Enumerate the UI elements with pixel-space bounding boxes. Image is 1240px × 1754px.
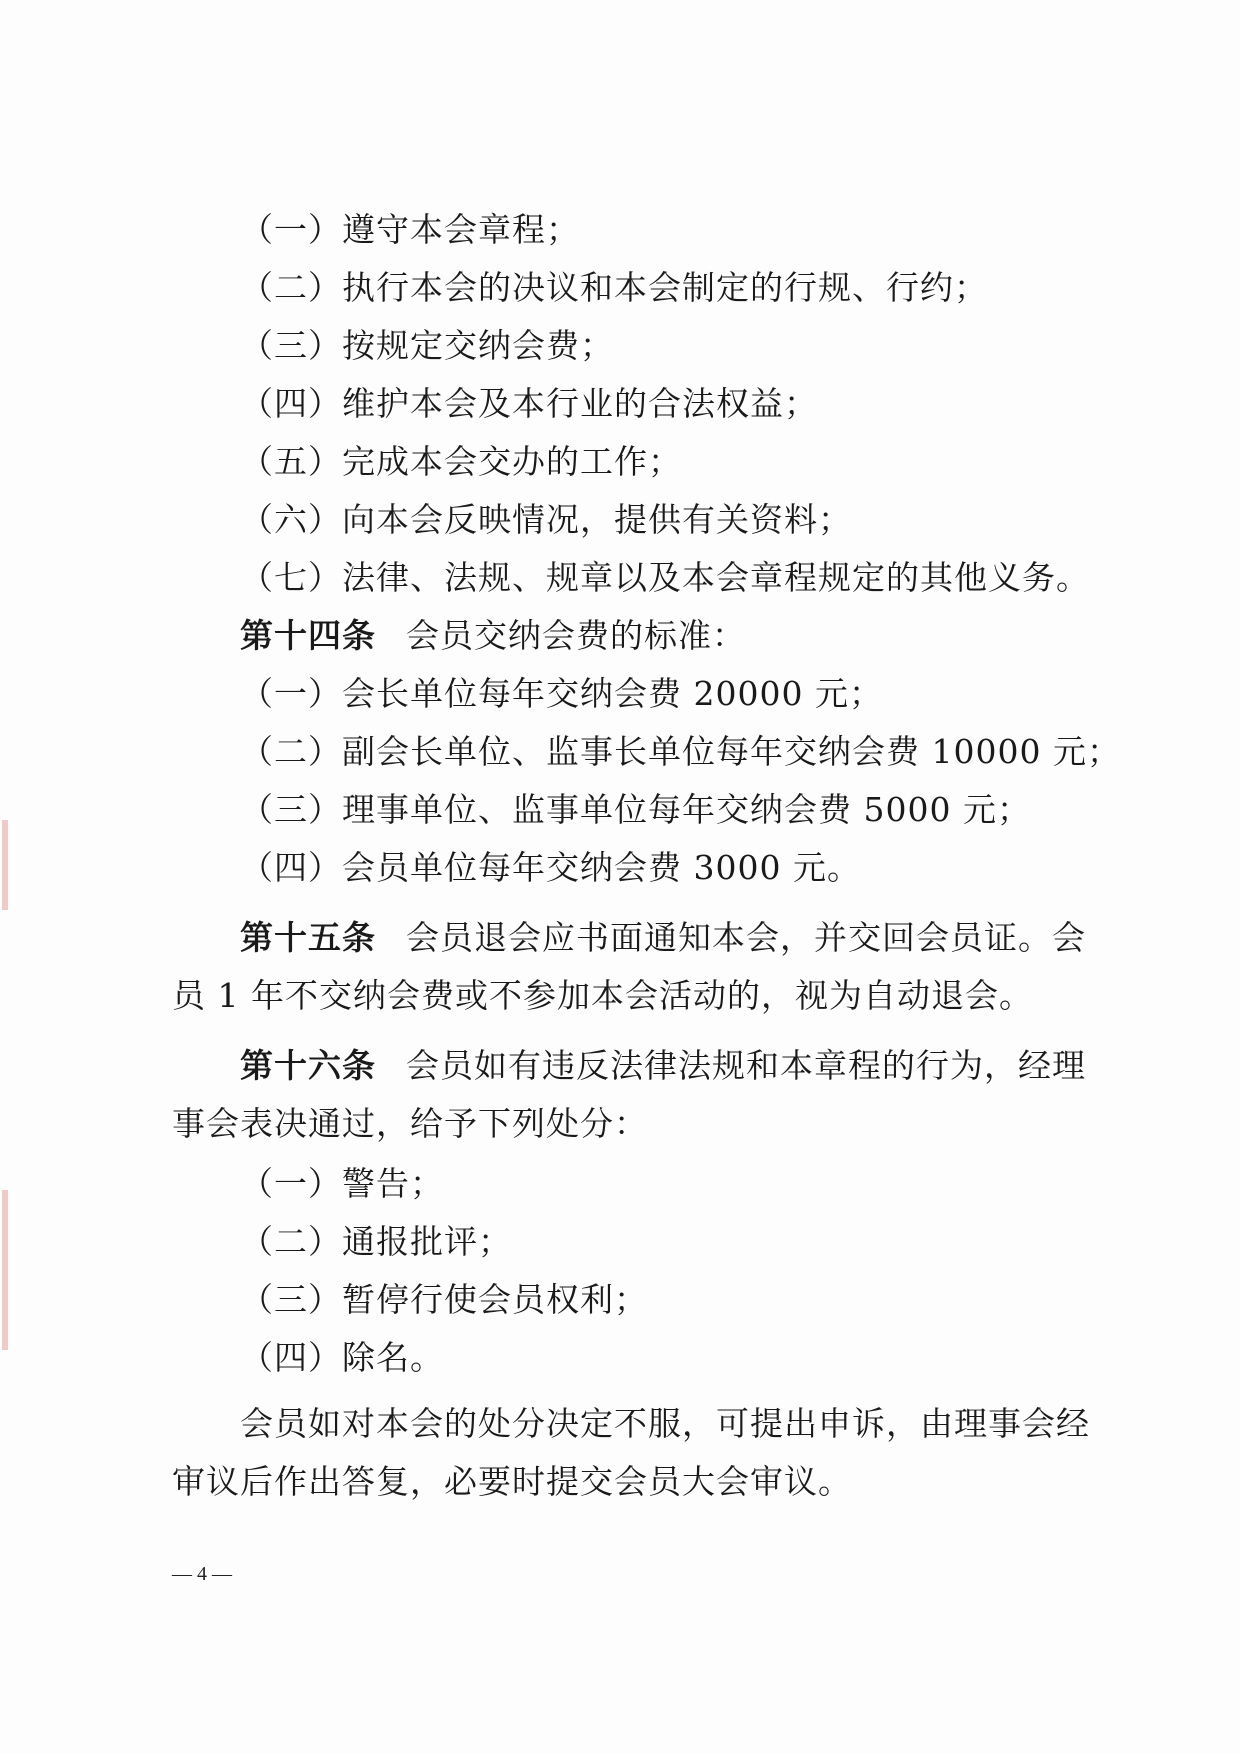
penalty-item-4: （四）除名。 <box>240 1338 444 1377</box>
page-number: — 4 — <box>172 1563 232 1585</box>
obligation-item-5: （五）完成本会交办的工作； <box>240 442 682 481</box>
fee-item-1: （一）会长单位每年交纳会费 20000 元； <box>240 674 883 713</box>
scan-edge-mark <box>2 820 8 910</box>
appeal-line-2: 审议后作出答复，必要时提交会员大会审议。 <box>172 1462 852 1501</box>
penalty-item-2: （二）通报批评； <box>240 1222 512 1261</box>
obligation-item-7: （七）法律、法规、规章以及本会章程规定的其他义务。 <box>240 558 1090 597</box>
obligation-item-6: （六）向本会反映情况，提供有关资料； <box>240 500 852 539</box>
obligation-item-1: （一）遵守本会章程； <box>240 210 580 249</box>
article-16-line-2: 事会表决通过，给予下列处分： <box>172 1104 648 1143</box>
fee-item-4: （四）会员单位每年交纳会费 3000 元。 <box>240 848 861 887</box>
obligation-item-2: （二）执行本会的决议和本会制定的行规、行约； <box>240 268 988 307</box>
article-15-label: 第十五条 <box>240 918 376 957</box>
article-14-label: 第十四条 <box>240 616 376 655</box>
article-16-label: 第十六条 <box>240 1046 376 1085</box>
appeal-line-1: 会员如对本会的处分决定不服，可提出申诉，由理事会经 <box>240 1404 1090 1443</box>
fee-item-3: （三）理事单位、监事单位每年交纳会费 5000 元； <box>240 790 1031 829</box>
article-15-line-2: 员 1 年不交纳会费或不参加本会活动的，视为自动退会。 <box>172 976 1033 1015</box>
fee-item-2: （二）副会长单位、监事长单位每年交纳会费 10000 元； <box>240 732 1121 771</box>
article-15-text-1: 会员退会应书面通知本会，并交回会员证。会 <box>406 918 1086 957</box>
obligation-item-4: （四）维护本会及本行业的合法权益； <box>240 384 818 423</box>
article-14 <box>240 616 746 656</box>
article-15-line-1 <box>240 918 1086 958</box>
article-16-text-1: 会员如有违反法律法规和本章程的行为，经理 <box>406 1046 1086 1085</box>
scan-edge-mark <box>2 1190 8 1350</box>
penalty-item-3: （三）暂停行使会员权利； <box>240 1280 648 1319</box>
article-16-line-1 <box>240 1046 1086 1086</box>
penalty-item-1: （一）警告； <box>240 1164 444 1203</box>
article-14-text: 会员交纳会费的标准： <box>406 616 746 655</box>
obligation-item-3: （三）按规定交纳会费； <box>240 326 614 365</box>
